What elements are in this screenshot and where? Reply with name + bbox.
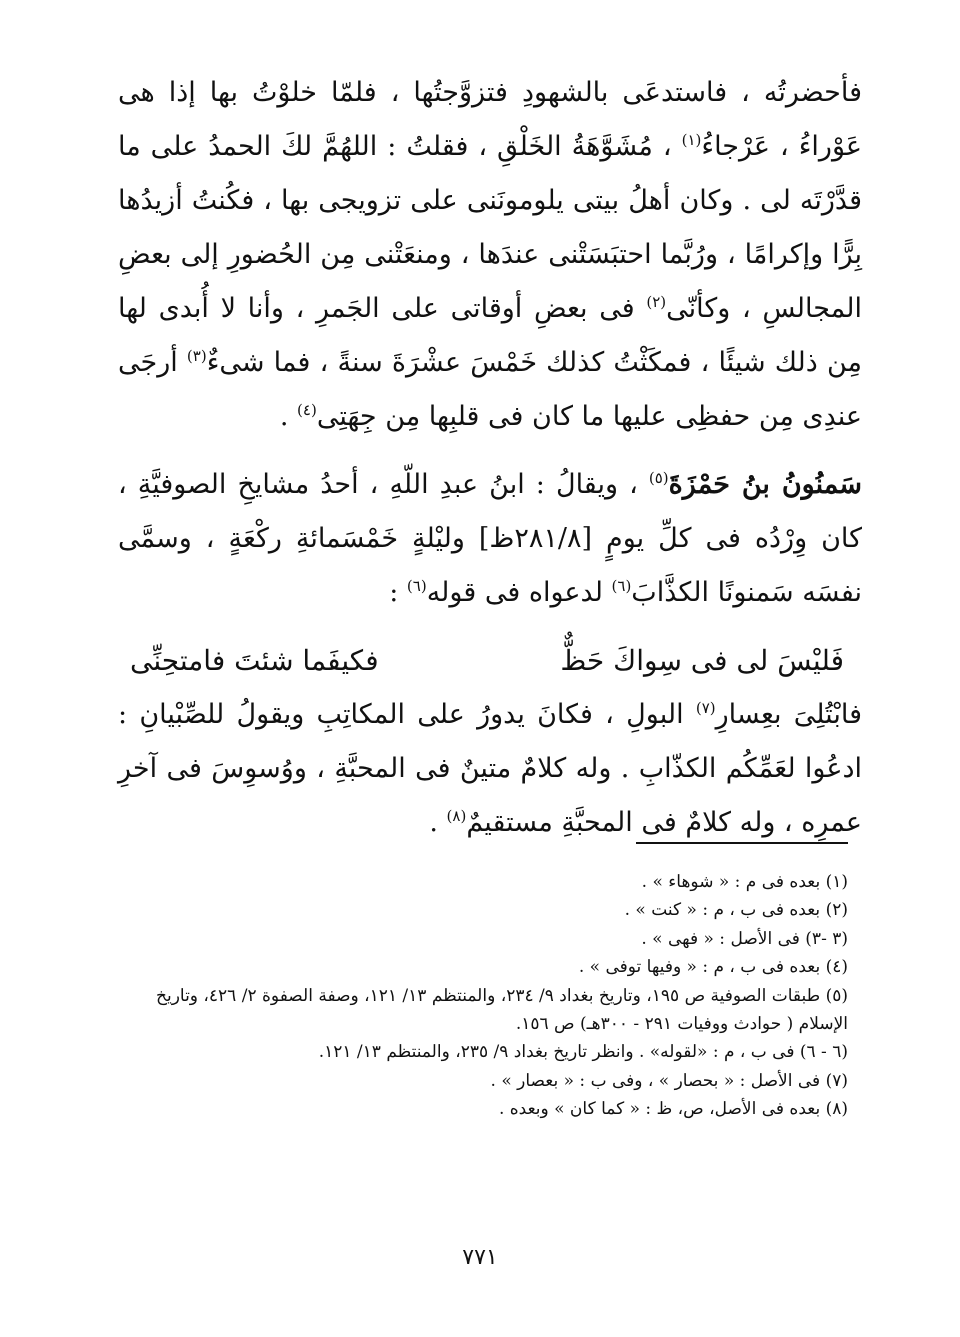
text-run: فى بعضِ أوقاتى على الجَمرِ ، وأنا لا أُبدى لها مِن ذلك شيئًا ، فمكَثْتُ كذلك خَمْسَ عشْرَةَ سنةً ، فما شىءٌ xyxy=(118,293,862,378)
paragraph-biography xyxy=(118,458,862,620)
footnote-ref-4[interactable]: (٤) xyxy=(297,401,317,419)
text-run: لدعواه فى قوله xyxy=(426,577,612,608)
text-run: ، ويقالُ : ابنُ عبدِ اللّهِ ، أحدُ مشايخِ الصوفيَّةِ ، كان وِرْدُه فى كلِّ يومٍ [٢٨١/٨ظ] وليْلةٍ خَمْسَمائةِ ركْعَةٍ ، وسمَّى نفسَه سَمنونًا الكذَّابَ xyxy=(118,469,863,608)
text-run: فأحضرتُه ، فاستدعَى بالشهودِ فتزوَّجتُها ، فلمّا خلوْتُ بها إذا هى عَوْراءُ ، عَرْجاءُ xyxy=(118,77,863,162)
footnote-8: (٨) بعده فى الأصل، ص، ظ : « كما كان » وبعده . xyxy=(498,1099,848,1120)
poetry-verse xyxy=(118,634,862,688)
footnote-7: (٧) فى الأصل : « بحصار » ، وفى ب : « بعصار » . xyxy=(490,1070,848,1091)
footnote-ref-8[interactable]: (٨) xyxy=(446,807,467,825)
footnote-5: (٥) طبقات الصوفية ص ١٩٥، وتاريخ بغداد ٩/ ٢٣٤، والمنتظم ١٣/ ١٢١، وصفة الصفوة ٢/ ٤٢٦، وتاريخ الإسلام ( حوادث ووفيات ٢٩١ - ٣٠٠هـ) ص ١٥٦. xyxy=(155,985,848,1035)
text-run: البولِ ، فكانَ يدورُ على المكاتِبِ ويقولُ للصِّبْيانِ : ادعُوا لعَمِّكُم الكذّابِ . وله كلامٌ متينٌ فى المحبَّةِ ، ووُسوِسَ فى آخرِ عمرِه ، وله كلامٌ فى المحبَّةِ مستقيمٌ xyxy=(118,699,862,838)
footnote-ref-3[interactable]: (٣) xyxy=(186,347,207,365)
footnote-ref-6[interactable]: (٦) xyxy=(611,577,632,595)
footnote-ref-1[interactable]: (١) xyxy=(681,131,702,149)
paragraph-story xyxy=(118,66,862,444)
text-run: . xyxy=(279,401,298,432)
footnotes xyxy=(118,868,848,1124)
footnote-separator xyxy=(636,842,848,844)
main-text xyxy=(118,66,862,850)
footnote-2: (٢) بعده فى ب ، م : « كنت » . xyxy=(624,900,848,921)
paragraph-conclusion xyxy=(118,688,862,850)
footnote-ref-2[interactable]: (٢) xyxy=(646,293,667,311)
footnote-ref-7[interactable]: (٧) xyxy=(695,699,716,717)
text-run: . xyxy=(429,807,447,838)
footnote-ref-6-end[interactable]: (٦) xyxy=(406,577,427,595)
footnote-4: (٤) بعده فى ب ، م : « وفيها توفى » . xyxy=(578,957,848,978)
page-number: ٧٧١ xyxy=(462,1245,498,1270)
text-run: أرجَى عندِى مِن حفظِى عليها ما كان فى قلبِها مِن جِهَتِى xyxy=(118,347,862,432)
footnote-1: (١) بعده فى م : « شوهاء » . xyxy=(641,872,848,892)
text-run: فابْتُلِىَ بعِسارِ xyxy=(715,699,862,730)
text-run: ، مُشَوَّهَةُ الخَلْقِ ، فقلتُ : اللهُمَّ لكَ الحمدُ على ما قدَّرْتَه لى . وكان أهلُ بيتى يلومونَنى على تزويجى بها ، فكُنتُ أزيدُها بِرًّا وإكرامًا ، ورُبَّما احتبَسَتْنى عندَها ، ومنعَتْنى مِن الحُضورِ إلى بعضِ المجالسِ ، وكأنّى xyxy=(118,131,862,324)
footnote-ref-5[interactable]: (٥) xyxy=(648,469,669,487)
verse-first-hemistich: فَليْسَ لى فى سِواكَ حَظٌّ xyxy=(560,644,844,677)
entry-name: سَمنُونُ بنُ حَمْزَةَ xyxy=(668,469,862,500)
footnote-3: (٣ -٣) فى الأصل : « فهى » . xyxy=(641,928,848,949)
verse-second-hemistich: فكيفَما شئتَ فامتحِنِّى xyxy=(130,644,379,677)
footnote-6: (٦ - ٦) فى ب ، م : «لقوله» . وانظر تاريخ بغداد ٩/ ٢٣٥، والمنتظم ١٣/ ١٢١. xyxy=(318,1042,848,1063)
text-run: : xyxy=(389,577,407,608)
